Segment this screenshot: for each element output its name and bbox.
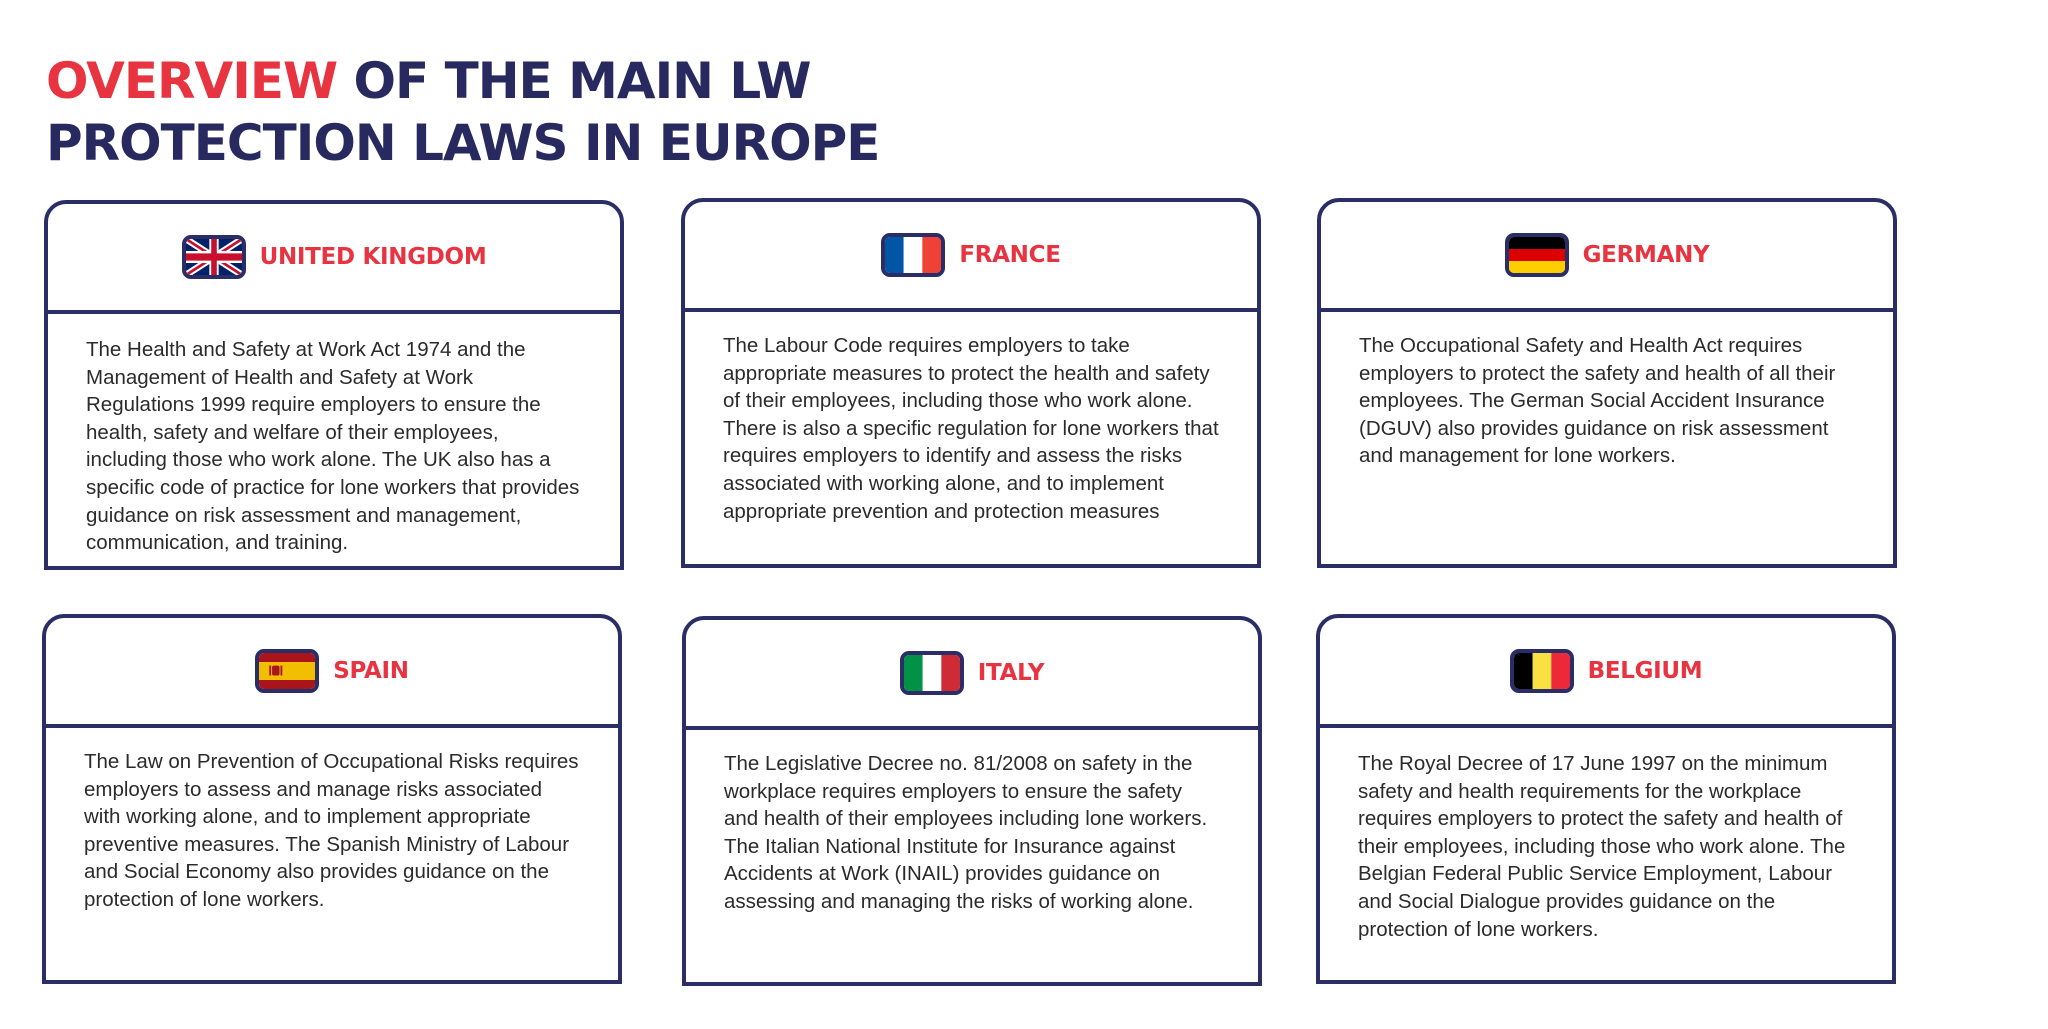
country-name: UNITED KINGDOM (259, 244, 487, 270)
card-text: The Legislative Decree no. 81/2008 on safety in the workplace requires employers to ensure the safety and health of their employees including lone workers. The Italian National Institute for Insurance against Accidents at Work (INAIL) provides guidance on assessing and managing the risks of working alone. (724, 752, 1208, 913)
spain-flag-icon (255, 649, 319, 693)
card-text: The Royal Decree of 17 June 1997 on the minimum safety and health requirements for the workplace requires employers to protect the safety and health of their employees, including those who work alone. The Belgian Federal Public Service Employment, Labour and Social Dialogue provides guidance on the protection of lone workers. (1358, 752, 1846, 941)
card-france (681, 198, 1261, 568)
page-title (46, 50, 879, 174)
belgium-flag-icon (1510, 649, 1574, 693)
card-spain (42, 614, 622, 984)
card-header (1320, 618, 1892, 728)
card-text: The Labour Code requires employers to take appropriate measures to protect the health and safety of their employees, including those who work alone. There is also a specific regulation for lone workers that requires employers to identify and assess the risks associated with working alone, and to implement appropriate prevention and protection measures (723, 334, 1219, 523)
title-accent: OVERVIEW (46, 52, 338, 110)
card-text: The Law on Prevention of Occupational Risks requires employers to assess and manage risks associated with working alone, and to implement appropriate preventive measures. The Spanish Ministry of Labour and Social Economy also provides guidance on the protection of lone workers. (84, 750, 579, 911)
card-header (46, 618, 618, 728)
card-italy (682, 616, 1262, 986)
card-germany (1317, 198, 1897, 568)
card-header (1321, 202, 1893, 312)
country-name: SPAIN (333, 658, 409, 684)
country-name: ITALY (977, 660, 1045, 686)
card-belgium (1316, 614, 1896, 984)
title-line2: PROTECTION LAWS IN EUROPE (46, 114, 880, 172)
title-rest-line1: OF THE MAIN LW (337, 52, 811, 110)
country-name: GERMANY (1582, 242, 1710, 268)
italy-flag-icon (900, 651, 964, 695)
card-header (686, 620, 1258, 730)
card-header (48, 204, 620, 314)
card-text: The Occupational Safety and Health Act requires employers to protect the safety and health of all their employees. The German Social Accident Insurance (DGUV) also provides guidance on risk assessment and management for lone workers. (1359, 334, 1836, 468)
uk-flag-icon (182, 235, 246, 279)
card-united-kingdom (44, 200, 624, 570)
card-header (685, 202, 1257, 312)
country-name: BELGIUM (1587, 658, 1703, 684)
country-name: FRANCE (959, 242, 1061, 268)
france-flag-icon (881, 233, 945, 277)
germany-flag-icon (1505, 233, 1569, 277)
card-text: The Health and Safety at Work Act 1974 and the Management of Health and Safety at Work Regulations 1999 require employers to ensure the health, safety and welfare of their employees, including those who work alone. The UK also has a specific code of practice for lone workers that provides guidance on risk assessment and management, communication, and training. (86, 338, 580, 555)
